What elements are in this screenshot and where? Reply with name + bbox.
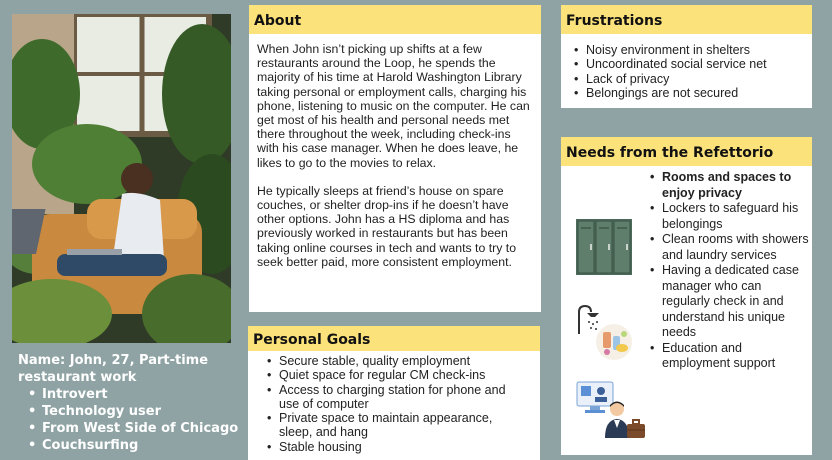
frustrations-card bbox=[561, 5, 812, 108]
goals-body bbox=[248, 351, 540, 454]
goals-heading: Personal Goals bbox=[248, 326, 540, 351]
needs-list bbox=[648, 170, 810, 372]
persona-info bbox=[18, 352, 243, 454]
goals-list bbox=[265, 354, 528, 454]
photo-illustration bbox=[12, 14, 231, 343]
trait-item: • From West Side of Chicago bbox=[26, 420, 243, 437]
persona-title: Name: John, 27, Part-time restaurant work bbox=[18, 353, 209, 385]
trait-item: • Technology user bbox=[26, 403, 243, 420]
about-body bbox=[249, 34, 541, 269]
need-item: • Education and employment support bbox=[648, 341, 810, 372]
about-card bbox=[249, 5, 541, 312]
frustrations-heading: Frustrations bbox=[561, 5, 812, 34]
about-heading: About bbox=[249, 5, 541, 34]
persona-photo bbox=[12, 14, 231, 343]
lockers-icon bbox=[575, 218, 633, 276]
needs-card bbox=[561, 137, 812, 455]
goal-item: • Stable housing bbox=[265, 440, 528, 454]
about-paragraph: When John isn’t picking up shifts at a few restaurants around the Loop, he spends the majority of his time at Harold Washington Library taking personal or employment calls, charging his phone, listening to music on the computer. He can get most of his health and personal needs met there throughout the week, including check-ins with his case manager. When he does leave, he likes to go to the movies to relax. bbox=[257, 42, 530, 170]
needs-heading: Needs from the Refettorio bbox=[561, 137, 812, 166]
frustrations-list bbox=[572, 43, 804, 100]
cleaning-supplies-icon bbox=[595, 322, 633, 362]
trait-item: • Introvert bbox=[26, 386, 243, 403]
goal-item: • Access to charging station for phone and use of computer bbox=[265, 383, 528, 412]
needs-body bbox=[561, 166, 812, 455]
need-item: • Having a dedicated case manager who can regularly check in and understand his unique needs bbox=[648, 263, 810, 341]
personal-goals-card bbox=[248, 326, 540, 460]
about-paragraph: He typically sleeps at friend’s house on spare couches, or shelter drop-ins if he doesn’t have other options. John has a HS diploma and has previously worked in restaurants but has been taking online courses in tech and wants to try to seek better paid, more consistent employment. bbox=[257, 183, 517, 269]
persona-traits bbox=[26, 386, 243, 454]
goal-item: • Quiet space for regular CM check-ins bbox=[265, 368, 528, 382]
need-item: • Lockers to safeguard his belongings bbox=[648, 201, 810, 232]
briefcase-icon bbox=[603, 400, 647, 440]
need-item: • Clean rooms with showers and laundry services bbox=[648, 232, 810, 263]
frustration-item: • Lack of privacy bbox=[572, 72, 804, 86]
frustration-item: • Belongings are not secured bbox=[572, 86, 804, 100]
goal-item: • Secure stable, quality employment bbox=[265, 354, 528, 368]
frustration-item: • Uncoordinated social service net bbox=[572, 57, 804, 71]
trait-item: • Couchsurfing bbox=[26, 437, 243, 454]
goal-item: • Private space to maintain appearance, sleep, and hang bbox=[265, 411, 528, 440]
frustration-item: • Noisy environment in shelters bbox=[572, 43, 804, 57]
frustrations-body bbox=[561, 34, 812, 100]
need-item: • Rooms and spaces to enjoy privacy bbox=[648, 170, 810, 201]
